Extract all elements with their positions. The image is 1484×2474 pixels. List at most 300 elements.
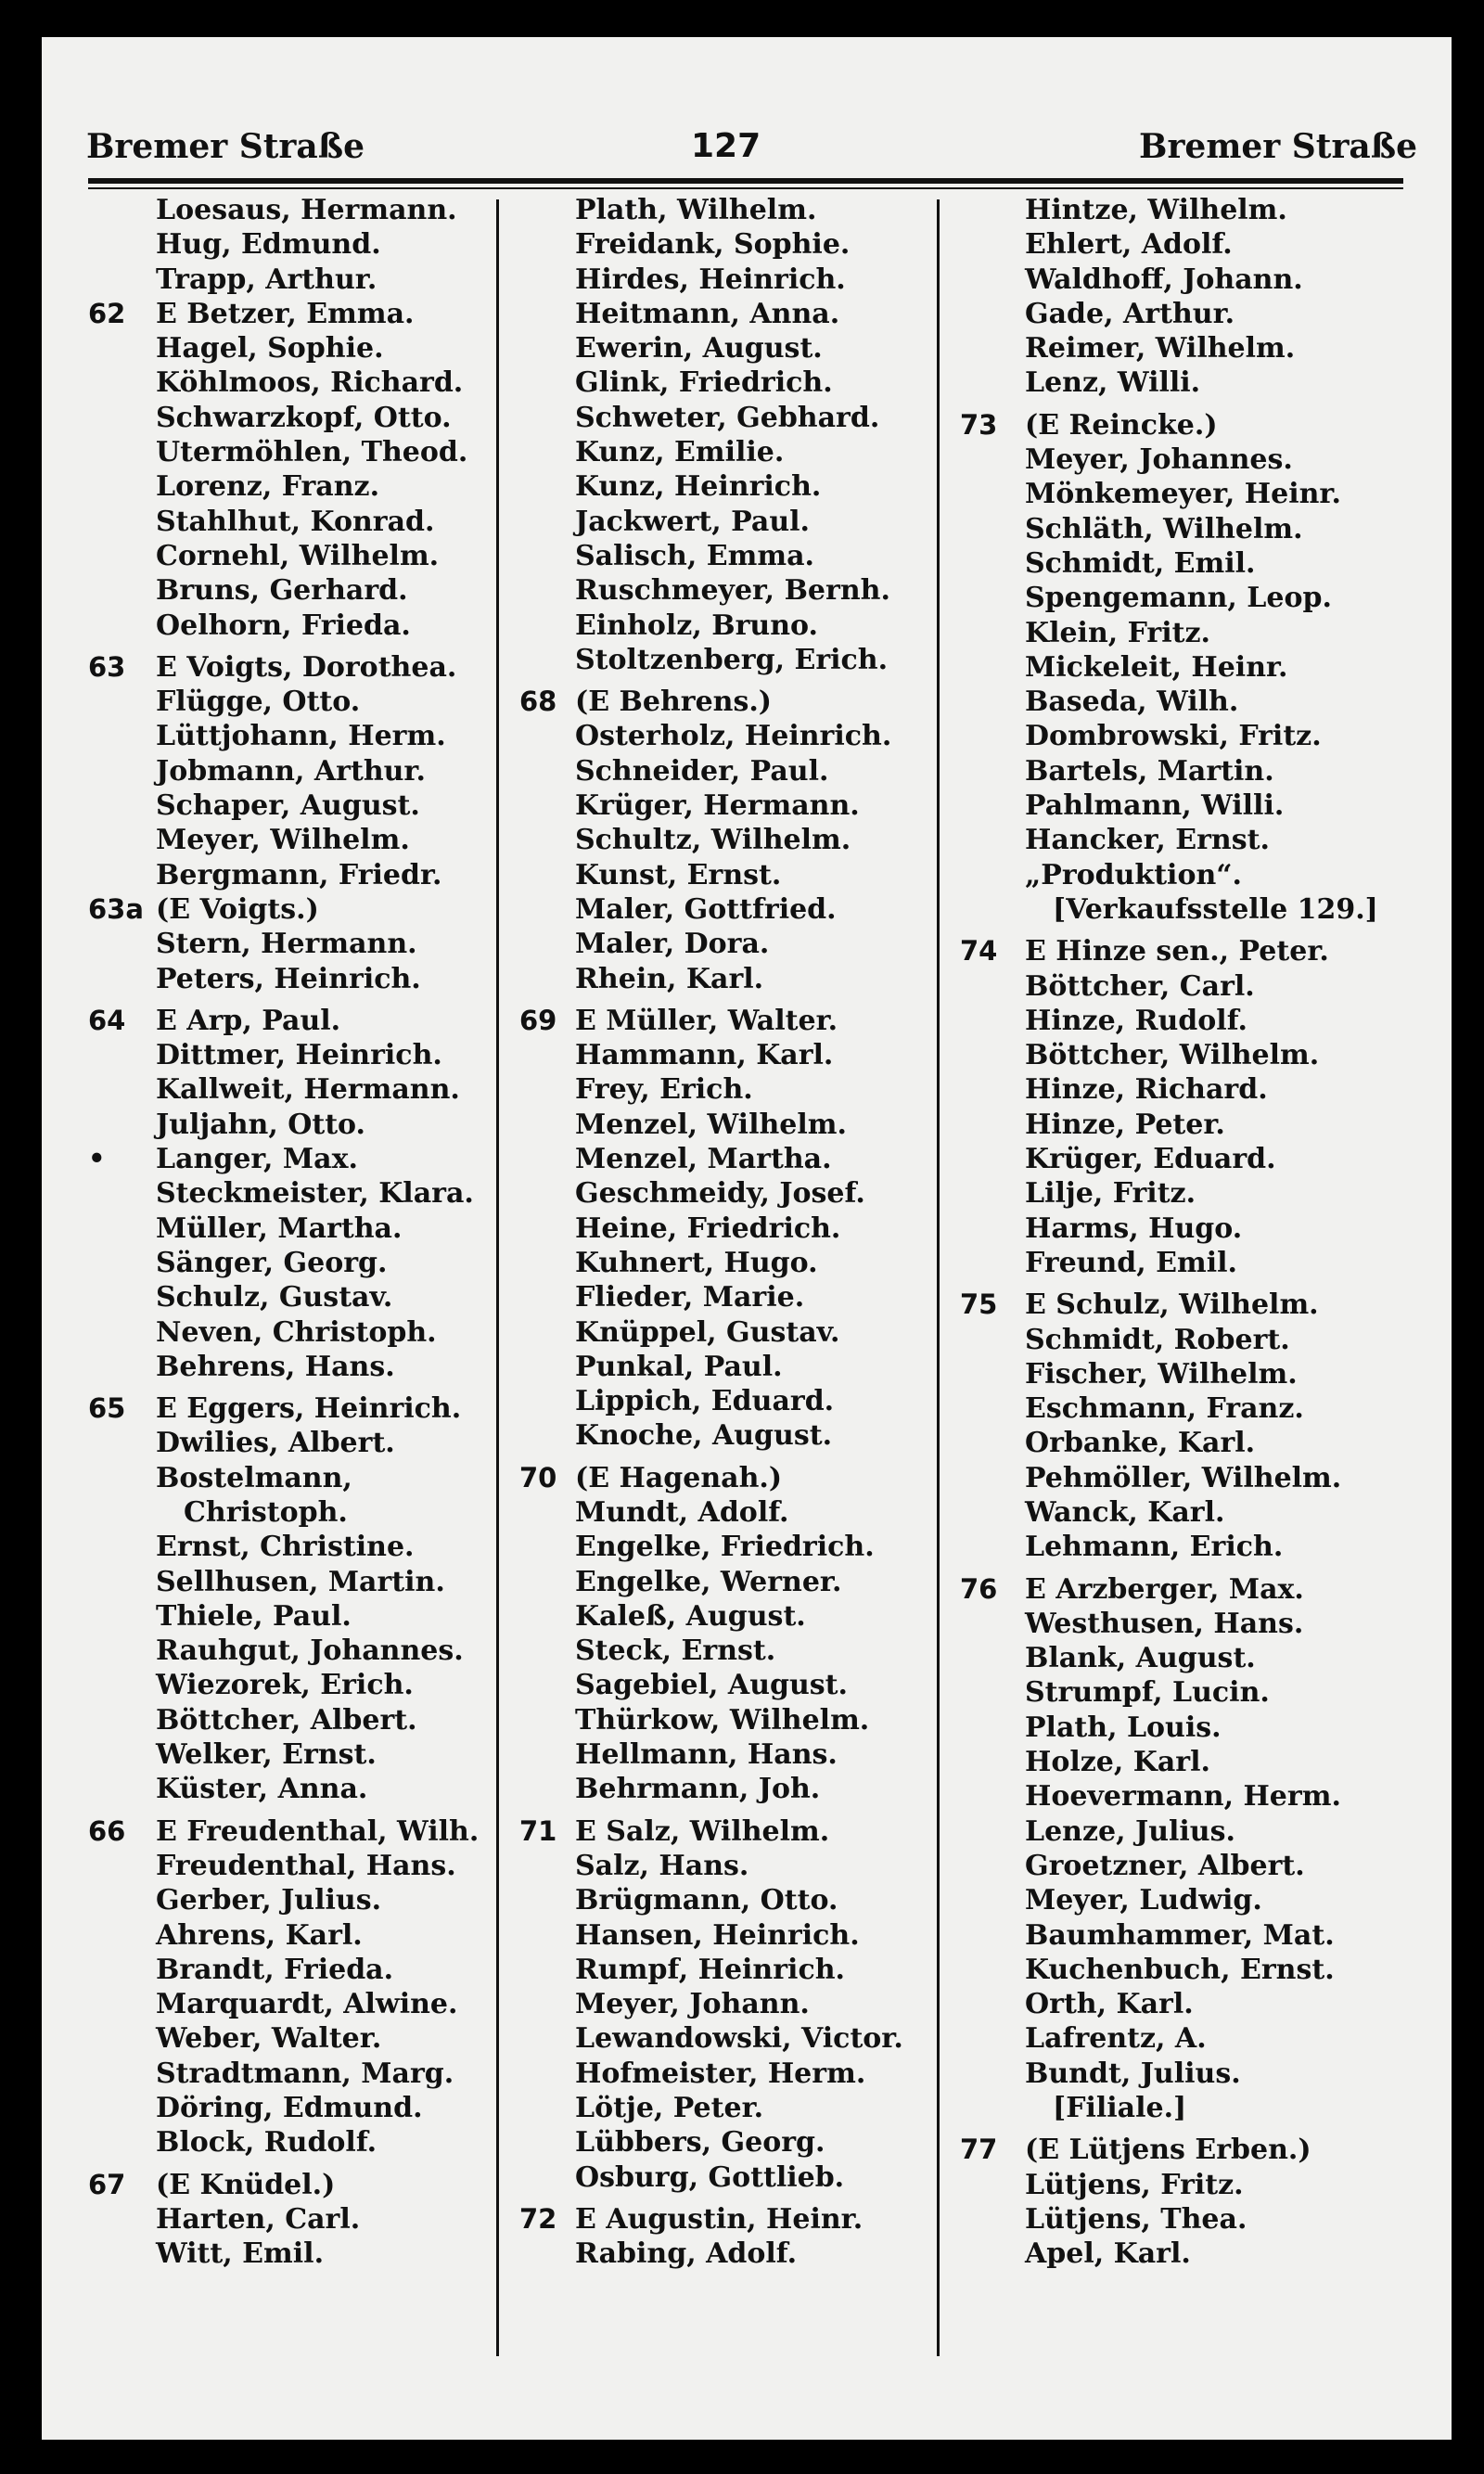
resident-name: Lippich, Eduard. [575,1385,835,1418]
column-2 [519,193,937,2272]
resident-name: Hansen, Heinrich. [575,1918,860,1952]
directory-entry [88,263,496,297]
directory-entry [960,1607,1405,1641]
resident-name: Osburg, Gottlieb. [575,2160,845,2194]
resident-name: E Schulz, Wilhelm. [1025,1288,1319,1322]
resident-name: Hintze, Wilhelm. [1025,194,1287,226]
directory-entry [960,512,1405,546]
directory-entry [88,1211,496,1246]
directory-entry [88,539,496,573]
directory-entry [519,1211,937,1246]
resident-name: E Eggers, Heinrich. [156,1392,462,1426]
resident-name: Gade, Arthur. [1025,297,1235,330]
directory-entry [519,1246,937,1280]
resident-name: Hinze, Peter. [1025,1108,1225,1141]
running-head-right: Bremer Straße [1139,127,1417,166]
resident-name: Langer, Max. [156,1143,358,1176]
resident-name: Kuchenbuch, Ernst. [1025,1953,1335,1986]
resident-name: Hancker, Ernst. [1025,824,1270,857]
column-3 [960,193,1405,2272]
resident-name: Osterholz, Heinrich. [575,720,892,753]
directory-entry [88,609,496,643]
directory-entry [519,2021,937,2056]
directory-entry [960,1211,1405,1246]
directory-entry [88,1737,496,1772]
directory-entry [519,1280,937,1314]
directory-entry [960,1495,1405,1530]
directory-entry [88,1246,496,1280]
directory-entry [960,1711,1405,1745]
directory-entry [519,1772,937,1806]
resident-name: Köhlmoos, Richard. [156,366,464,400]
resident-name: Groetzner, Albert. [1025,1849,1305,1882]
directory-entry [88,719,496,753]
header-rule-thin [88,187,1403,189]
resident-name: Rhein, Karl. [575,962,764,995]
directory-entry [88,297,496,331]
directory-entry [960,969,1405,1004]
resident-name: E Augustin, Heinr. [575,2202,864,2236]
resident-name: Welker, Ernst. [156,1738,377,1772]
house-number: 77 [960,2134,998,2166]
directory-entry [88,962,496,996]
directory-entry [960,1176,1405,1211]
resident-name: Flieder, Marie. [575,1281,805,1314]
resident-name: Blank, August. [1025,1642,1256,1675]
resident-name: Schwarzkopf, Otto. [156,401,452,434]
directory-entry [960,546,1405,581]
resident-name: Weber, Walter. [156,2022,382,2056]
resident-name: Pahlmann, Willi. [1025,789,1285,823]
resident-name: E Arp, Paul. [156,1004,341,1037]
resident-name: Witt, Emil. [156,2237,325,2271]
directory-entry [519,1565,937,1599]
directory-entry [88,1391,496,1426]
resident-name: E Voigts, Dorothea. [156,650,457,684]
house-number: 72 [519,2202,557,2235]
resident-name: „Produktion“. [1025,858,1242,891]
directory-entry [519,435,937,469]
directory-entry [88,2021,496,2056]
directory-entry [519,788,937,823]
directory-entry [519,1953,937,1987]
resident-name: E Freudenthal, Wilh. [156,1814,480,1848]
directory-entry [519,823,937,857]
resident-name: Brandt, Frieda. [156,1953,394,1986]
resident-name: Böttcher, Wilhelm. [1025,1039,1320,1072]
resident-name: Menzel, Wilhelm. [575,1108,847,1141]
directory-entry [88,858,496,892]
resident-name: (E Behrens.) [575,686,772,719]
directory-entry [88,193,496,227]
resident-name: Stahlhut, Konrad. [156,505,435,538]
directory-entry [88,1814,496,1849]
resident-name: Hagel, Sophie. [156,332,384,365]
directory-entry [519,1703,937,1737]
resident-name: Baseda, Wilh. [1025,686,1239,719]
directory-entry [960,1038,1405,1072]
directory-entry [519,609,937,643]
resident-name: Kallweit, Hermann. [156,1073,460,1107]
house-number: 64 [88,1004,126,1036]
directory-entry [88,1918,496,1953]
directory-entry [960,2057,1405,2091]
directory-entry [519,2237,937,2271]
resident-name: Brügmann, Otto. [575,1884,838,1917]
house-number: • [88,1143,106,1175]
resident-name: Westhusen, Hans. [1025,1607,1304,1640]
directory-entry [519,1108,937,1142]
resident-name: Engelke, Werner. [575,1565,842,1598]
resident-name: Frey, Erich. [575,1073,753,1107]
resident-name: Orbanke, Karl. [1025,1427,1256,1460]
resident-name: Döring, Edmund. [156,2092,423,2125]
resident-name: (E Voigts.) [156,892,319,926]
column-divider [937,199,940,2356]
resident-name: Baumhammer, Mat. [1025,1918,1335,1952]
directory-entry [960,1004,1405,1038]
directory-entry [88,1530,496,1564]
directory-entry [88,401,496,435]
directory-entry [960,1246,1405,1280]
directory-entry [88,1883,496,1917]
directory-entry [519,1599,937,1634]
resident-name: Menzel, Martha. [575,1143,832,1176]
directory-entry [88,685,496,719]
resident-name: Sagebiel, August. [575,1669,848,1702]
directory-entry [88,2168,496,2202]
resident-name: Lafrentz, A. [1025,2022,1207,2056]
directory-entry [519,1530,937,1564]
resident-name: Schultz, Wilhelm. [575,824,851,857]
resident-name: Hoevermann, Herm. [1025,1780,1341,1814]
directory-entry [88,1849,496,1883]
directory-entry [519,1176,937,1211]
directory-entry [519,1495,937,1530]
resident-name: Lilje, Fritz. [1025,1177,1196,1211]
resident-name: Mundt, Adolf. [575,1495,789,1529]
resident-name: Punkal, Paul. [575,1350,783,1383]
house-number: 73 [960,408,998,441]
resident-name: (E Knüdel.) [156,2168,336,2201]
directory-entry [88,1634,496,1668]
resident-name: Harten, Carl. [156,2202,361,2236]
resident-name: Maler, Gottfried. [575,892,837,926]
resident-name: Cornehl, Wilhelm. [156,539,440,572]
directory-entry [519,1668,937,1702]
directory-entry [88,1599,496,1634]
directory-entry [519,539,937,573]
directory-entry [960,263,1405,297]
house-number: 69 [519,1004,557,1036]
directory-entry [88,2091,496,2125]
directory-entry [519,297,937,331]
resident-name: Dittmer, Heinrich. [156,1039,442,1072]
directory-entry [960,1357,1405,1391]
resident-name: Lütjens, Fritz. [1025,2168,1244,2201]
directory-entry [88,365,496,400]
directory-entry [960,1849,1405,1883]
directory-entry [88,1668,496,1702]
resident-name: Einholz, Bruno. [575,609,818,642]
resident-name: Utermöhlen, Theod. [156,436,468,469]
resident-name: Böttcher, Carl. [1025,969,1255,1003]
resident-name: Lenz, Willi. [1025,366,1201,400]
resident-name: Mönkemeyer, Heinr. [1025,478,1341,511]
directory-entry [519,719,937,753]
resident-name: Steck, Ernst. [575,1634,776,1668]
directory-entry [960,1461,1405,1495]
resident-name: Thürkow, Wilhelm. [575,1703,870,1737]
directory-page [42,37,1452,2440]
resident-name: Glink, Friedrich. [575,366,833,400]
directory-entry [960,581,1405,615]
directory-entry [88,331,496,365]
house-number: 68 [519,686,557,718]
resident-name: Ruschmeyer, Bernh. [575,574,890,608]
resident-name: Krüger, Hermann. [575,789,860,823]
resident-name: Eschmann, Franz. [1025,1392,1304,1426]
directory-entry [88,892,496,927]
resident-name: Holze, Karl. [1025,1746,1210,1779]
directory-entry [519,1072,937,1107]
directory-entry [519,1918,937,1953]
directory-entry [88,435,496,469]
resident-name: Müller, Martha. [156,1211,403,1245]
directory-entry [519,1418,937,1453]
directory-entry [519,2091,937,2125]
directory-entry [519,1737,937,1772]
directory-entry [88,650,496,685]
directory-entry [960,227,1405,262]
resident-name: Flügge, Otto. [156,686,361,719]
directory-entry [519,892,937,927]
house-number: 75 [960,1288,998,1321]
resident-name: Knüppel, Gustav. [575,1315,840,1349]
directory-entry [88,1565,496,1599]
resident-name: E Betzer, Emma. [156,297,415,330]
directory-entry [519,1142,937,1176]
resident-name: Kunz, Heinrich. [575,470,822,504]
house-number: 63 [88,650,126,683]
directory-entry [519,1350,937,1384]
resident-name: Bergmann, Friedr. [156,858,442,891]
resident-name: Schaper, August. [156,789,420,823]
directory-entry [960,788,1405,823]
directory-entry [519,1883,937,1917]
directory-entry [960,1987,1405,2021]
directory-entry [960,858,1405,892]
resident-name: Lehmann, Erich. [1025,1531,1284,1564]
resident-name: Jobmann, Arthur. [156,754,426,788]
directory-entry [519,1461,937,1495]
resident-name: E Müller, Walter. [575,1004,838,1037]
directory-entry [88,1108,496,1142]
resident-name: Peters, Heinrich. [156,962,421,995]
resident-name: Ewerin, August. [575,332,823,365]
resident-name: Engelke, Friedrich. [575,1531,875,1564]
directory-entry [519,1814,937,1849]
column-1 [88,193,496,2272]
directory-entry [960,1918,1405,1953]
resident-name: Küster, Anna. [156,1773,368,1806]
resident-name: Steckmeister, Klara. [156,1177,474,1211]
directory-entry [519,505,937,539]
directory-entry [960,685,1405,719]
resident-name: Schulz, Gustav. [156,1281,393,1314]
directory-entry [519,227,937,262]
directory-entry [960,2021,1405,2056]
resident-name: Rumpf, Heinrich. [575,1953,845,1986]
resident-name: Krüger, Eduard. [1025,1143,1276,1176]
directory-entry [960,1745,1405,1779]
directory-entry [960,1572,1405,1607]
directory-entry [960,2202,1405,2237]
directory-entry [519,193,937,227]
house-number: 62 [88,297,126,329]
directory-entry [960,1072,1405,1107]
directory-entry [960,1779,1405,1814]
resident-name: Stoltzenberg, Erich. [575,643,889,676]
directory-entry [88,1461,496,1495]
directory-entry [960,331,1405,365]
directory-entry [960,408,1405,442]
resident-name: Salisch, Emma. [575,539,814,572]
resident-name: Thiele, Paul. [156,1599,352,1633]
directory-entry [519,1634,937,1668]
resident-name: Wanck, Karl. [1025,1495,1225,1529]
resident-name: Heitmann, Anna. [575,297,840,330]
house-number: 70 [519,1461,557,1493]
directory-entry [519,2125,937,2160]
directory-entry [960,823,1405,857]
directory-entry [88,469,496,504]
directory-entry [519,263,937,297]
resident-name: Trapp, Arthur. [156,263,377,296]
resident-name: E Salz, Wilhelm. [575,1814,830,1848]
directory-entry [88,505,496,539]
resident-name: E Hinze sen., Peter. [1025,935,1329,968]
resident-name: Harms, Hugo. [1025,1211,1243,1245]
resident-name: Schmidt, Robert. [1025,1323,1290,1356]
house-number: 67 [88,2168,126,2200]
resident-name: Bartels, Martin. [1025,754,1274,788]
directory-entry [88,1315,496,1350]
directory-entry [960,1953,1405,1987]
directory-entry [88,1004,496,1038]
resident-name: Rauhgut, Johannes. [156,1634,464,1668]
resident-name: Spengemann, Leop. [1025,582,1332,615]
resident-name: Stradtmann, Marg. [156,2057,454,2090]
directory-entry [88,1038,496,1072]
resident-name: Ernst, Christine. [156,1531,415,1564]
resident-name: Schweter, Gebhard. [575,401,880,434]
directory-entry [88,1987,496,2021]
resident-name: (E Hagenah.) [575,1461,783,1494]
directory-entry [88,788,496,823]
directory-entry [960,650,1405,685]
directory-entry [960,1142,1405,1176]
directory-entry [519,927,937,961]
directory-entry [88,2202,496,2237]
directory-entry [519,858,937,892]
resident-name: Hug, Edmund. [156,228,381,262]
directory-entry [960,934,1405,968]
resident-name: Freudenthal, Hans. [156,1849,456,1882]
directory-entry [519,2057,937,2091]
directory-entry [519,643,937,677]
resident-name: Bruns, Gerhard. [156,574,408,608]
resident-name: Hinze, Rudolf. [1025,1004,1247,1037]
directory-entry [519,1315,937,1350]
directory-entry [960,2091,1405,2125]
directory-entry [960,1323,1405,1357]
house-number: 65 [88,1392,126,1425]
resident-name: Hammann, Karl. [575,1039,834,1072]
directory-entry [519,365,937,400]
resident-name: (E Lütjens Erben.) [1025,2134,1311,2167]
directory-entry [88,573,496,608]
resident-name: Meyer, Ludwig. [1025,1884,1262,1917]
resident-name: Maler, Dora. [575,928,770,961]
resident-name: Dombrowski, Fritz. [1025,720,1322,753]
directory-entry [960,297,1405,331]
directory-entry [960,1391,1405,1426]
directory-entry [88,1703,496,1737]
column-divider [496,199,499,2356]
resident-name: Bostelmann, [156,1461,352,1494]
resident-name: Juljahn, Otto. [156,1108,365,1141]
resident-name: Geschmeidy, Josef. [575,1177,865,1211]
resident-name: Böttcher, Albert. [156,1703,417,1737]
house-number: 66 [88,1814,126,1847]
resident-name: Mickeleit, Heinr. [1025,650,1288,684]
header-rule-thick [88,178,1403,184]
resident-name: Hirdes, Heinrich. [575,263,846,296]
directory-entry [519,754,937,788]
resident-name: Block, Rudolf. [156,2126,377,2160]
resident-name: Lüttjohann, Herm. [156,720,446,753]
directory-entry [960,477,1405,511]
resident-name: Salz, Hans. [575,1849,749,1882]
resident-name: Freidank, Sophie. [575,228,851,262]
house-number: 71 [519,1814,557,1847]
directory-entry [960,892,1405,927]
resident-name: Hinze, Richard. [1025,1073,1268,1107]
resident-name: [Filiale.] [1053,2092,1187,2125]
directory-entry [88,1176,496,1211]
resident-name: Loesaus, Hermann. [156,194,457,226]
resident-name: Rabing, Adolf. [575,2237,798,2271]
resident-name: Apel, Karl. [1025,2237,1191,2271]
directory-entry [88,227,496,262]
resident-name: Ahrens, Karl. [156,1918,363,1952]
directory-entry [960,1814,1405,1849]
directory-entry [88,927,496,961]
resident-name: Wiezorek, Erich. [156,1669,414,1702]
directory-entry [519,1384,937,1418]
directory-entry [519,1038,937,1072]
directory-entry [960,2168,1405,2202]
directory-entry [88,1953,496,1987]
resident-name: Jackwert, Paul. [575,505,810,538]
resident-name: Fischer, Wilhelm. [1025,1357,1298,1391]
directory-entry [88,754,496,788]
directory-entry [960,193,1405,227]
directory-entry [519,2202,937,2237]
resident-name: Hofmeister, Herm. [575,2057,866,2090]
directory-entry [960,1530,1405,1564]
